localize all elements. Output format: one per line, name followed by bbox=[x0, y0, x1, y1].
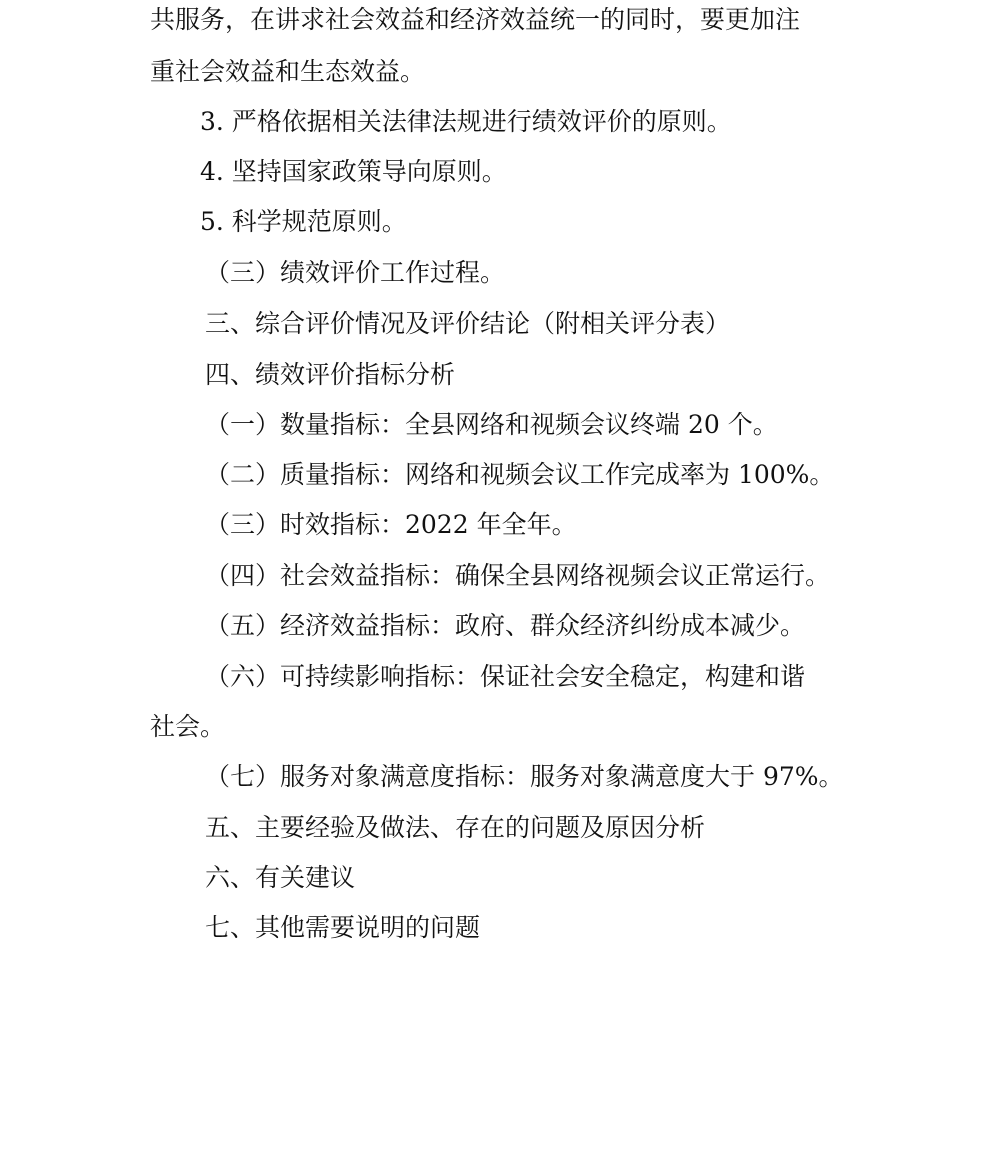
indicator-social-benefit: （四）社会效益指标：确保全县网络视频会议正常运行。 bbox=[205, 561, 831, 590]
indicator-quantity: （一）数量指标：全县网络和视频会议终端 20 个。 bbox=[205, 410, 778, 439]
section-heading-5: 五、主要经验及做法、存在的问题及原因分析 bbox=[205, 813, 706, 842]
indicator-economic-benefit: （五）经济效益指标：政府、群众经济纠纷成本减少。 bbox=[205, 611, 806, 640]
indicator-timeliness: （三）时效指标：2022 年全年。 bbox=[205, 510, 577, 539]
principle-item-3: 3. 严格依据相关法律法规进行绩效评价的原则。 bbox=[200, 107, 732, 136]
section-heading-7: 七、其他需要说明的问题 bbox=[205, 913, 481, 942]
section-heading-4: 四、绩效评价指标分析 bbox=[205, 360, 456, 389]
subsection-evaluation-process: （三）绩效评价工作过程。 bbox=[205, 258, 506, 287]
principle-item-5: 5. 科学规范原则。 bbox=[200, 207, 407, 236]
indicator-sustainable-impact: （六）可持续影响指标：保证社会安全稳定，构建和谐 bbox=[205, 662, 806, 691]
paragraph-public-service-continued: 共服务，在讲求社会效益和经济效益统一的同时，要更加注 bbox=[150, 5, 801, 34]
section-heading-3: 三、综合评价情况及评价结论（附相关评分表） bbox=[205, 309, 731, 338]
paragraph-social-ecological-benefit: 重社会效益和生态效益。 bbox=[150, 57, 426, 86]
indicator-quality: （二）质量指标：网络和视频会议工作完成率为 100%。 bbox=[205, 460, 835, 489]
section-heading-6: 六、有关建议 bbox=[205, 863, 356, 892]
indicator-sustainable-impact-continued: 社会。 bbox=[150, 712, 226, 741]
principle-item-4: 4. 坚持国家政策导向原则。 bbox=[200, 157, 507, 186]
indicator-satisfaction: （七）服务对象满意度指标：服务对象满意度大于 97%。 bbox=[205, 762, 844, 791]
